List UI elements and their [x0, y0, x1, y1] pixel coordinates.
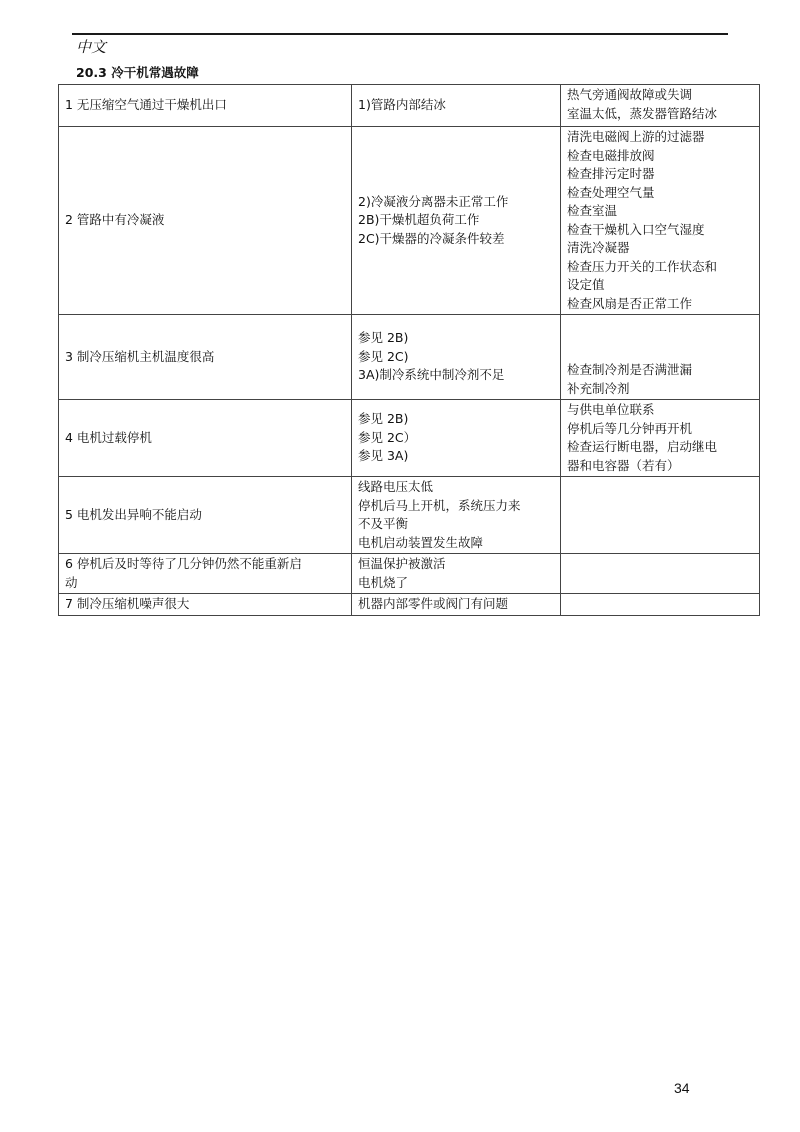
- problem-cell: [59, 127, 352, 315]
- table-row: [59, 594, 760, 616]
- table-row: [59, 477, 760, 554]
- cause-line: 2C)干燥器的冷凝条件较差: [358, 230, 505, 246]
- cause-line: 参见 2C): [358, 348, 409, 364]
- cause-line: 2B)干燥机超负荷工作: [358, 212, 480, 228]
- remedy-line: 检查排污定时器: [567, 166, 655, 181]
- cause-line: 机器内部零件或阀门有问题: [358, 596, 509, 611]
- cause-line: 参见 2B): [358, 411, 409, 427]
- table-row: [59, 554, 760, 594]
- remedy-line: 检查风扇是否正常工作: [567, 295, 693, 311]
- remedy-line: 检查压力开关的工作状态和: [567, 258, 718, 274]
- remedy-cell: [561, 127, 760, 315]
- remedy-line: 清洗电磁阀上游的过滤器: [567, 129, 705, 144]
- remedy-cell: [561, 315, 760, 400]
- cause-cell: [352, 594, 561, 616]
- remedy-line: 检查干燥机入口空气湿度: [567, 221, 705, 237]
- table-row: [59, 127, 760, 315]
- problem-text: 5 电机发出异响不能启动: [65, 506, 202, 522]
- cause-line: 停机后马上开机，系统压力来: [358, 497, 521, 513]
- problem-text: 6 停机后及时等待了几分钟仍然不能重新启: [65, 556, 302, 571]
- problem-cell: [59, 477, 352, 554]
- remedy-line: 热气旁通阀故障或失调: [567, 87, 693, 102]
- cause-line: 恒温保护被激活: [358, 556, 446, 571]
- language-label: 中文: [76, 38, 107, 56]
- remedy-line: 补充制冷剂: [567, 380, 630, 396]
- remedy-line: 室温太低，蒸发器管路结冰: [567, 105, 718, 121]
- remedy-cell: [561, 85, 760, 127]
- cause-line: 线路电压太低: [358, 479, 434, 494]
- problem-text: 3 制冷压缩机主机温度很高: [65, 348, 215, 364]
- remedy-cell: [561, 400, 760, 477]
- table-row: [59, 315, 760, 400]
- cause-cell: [352, 554, 561, 594]
- cause-cell: [352, 127, 561, 315]
- problem-cell: [59, 554, 352, 594]
- cause-line: 电机烧了: [358, 574, 409, 590]
- problem-text: 7 制冷压缩机噪声很大: [65, 596, 190, 611]
- problem-cell: [59, 400, 352, 477]
- remedy-cell: [561, 594, 760, 616]
- cause-line: 1)管路内部结冰: [358, 97, 446, 113]
- table-row: [59, 85, 760, 127]
- remedy-line: 器和电容器（若有）: [567, 457, 680, 473]
- header-rule: [72, 33, 728, 35]
- problem-cell: [59, 594, 352, 616]
- remedy-line: 清洗冷凝器: [567, 240, 630, 255]
- remedy-line: 检查室温: [567, 203, 618, 218]
- cause-cell: [352, 400, 561, 477]
- problem-text: 4 电机过载停机: [65, 429, 152, 445]
- table-row: [59, 400, 760, 477]
- cause-line: 参见 2B): [358, 330, 409, 346]
- section-title: 20.3 冷干机常遇故障: [76, 65, 199, 80]
- remedy-line: 停机后等几分钟再开机: [567, 420, 693, 436]
- cause-line: 参见 2C）: [358, 429, 417, 445]
- cause-line: 3A)制冷系统中制冷剂不足: [358, 367, 505, 383]
- remedy-line: 检查电磁排放阀: [567, 147, 655, 163]
- remedy-line: 与供电单位联系: [567, 402, 655, 417]
- remedy-cell: [561, 477, 760, 554]
- problem-text: 动: [65, 574, 78, 590]
- problem-cell: [59, 315, 352, 400]
- fault-table: [58, 84, 760, 616]
- cause-cell: [352, 85, 561, 127]
- problem-text: 1 无压缩空气通过干燥机出口: [65, 97, 227, 113]
- remedy-line: 检查处理空气量: [567, 184, 655, 200]
- cause-line: 电机启动装置发生故障: [358, 534, 484, 550]
- remedy-cell: [561, 554, 760, 594]
- cause-line: 2)冷凝液分离器未正常工作: [358, 193, 509, 209]
- problem-cell: [59, 85, 352, 127]
- cause-line: 参见 3A): [358, 448, 409, 464]
- cause-line: 不及平衡: [358, 516, 409, 531]
- page-number: 34: [674, 1080, 690, 1096]
- remedy-line: 检查制冷剂是否满泄漏: [567, 362, 693, 377]
- cause-cell: [352, 477, 561, 554]
- remedy-line: 检查运行断电器，启动继电: [567, 439, 718, 454]
- cause-cell: [352, 315, 561, 400]
- problem-text: 2 管路中有冷凝液: [65, 212, 165, 228]
- remedy-line: 设定值: [567, 277, 605, 292]
